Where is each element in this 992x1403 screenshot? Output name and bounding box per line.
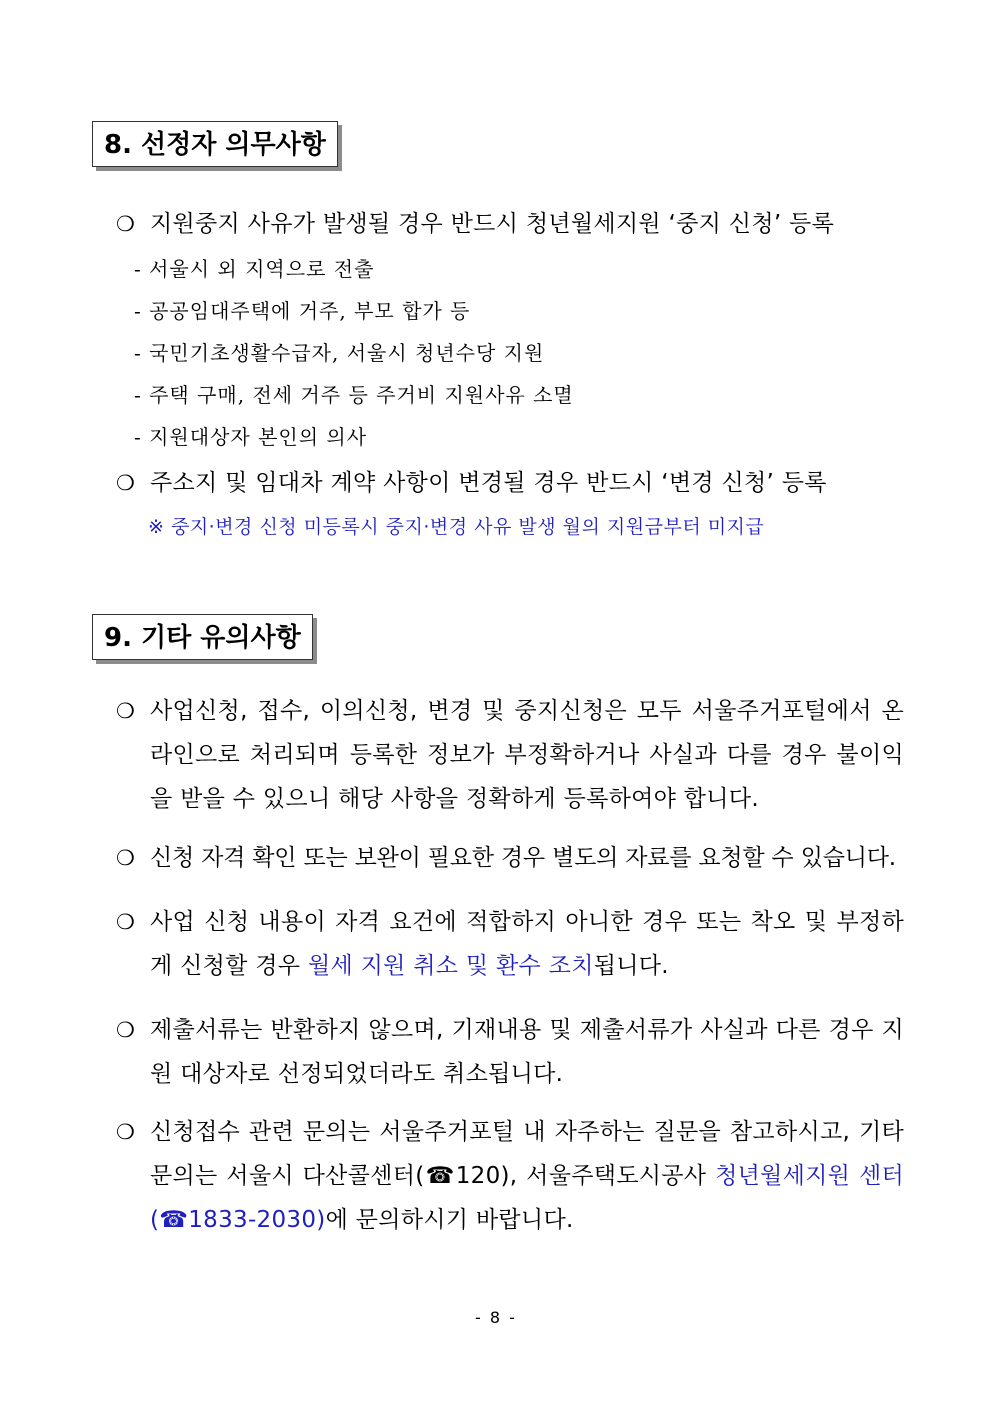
circle-bullet-icon: ❍ [116, 699, 136, 723]
note-cancellation-text: 사업 신청 내용이 자격 요건에 적합하지 아니한 경우 또는 착오 및 부정하게 신청할 경우 월세 지원 취소 및 환수 조치됩니다. [150, 909, 904, 979]
sub-item-own-will: - 지원대상자 본인의 의사 [134, 425, 368, 449]
sub-item-relocation: - 서울시 외 지역으로 전출 [134, 257, 375, 281]
sub-item-public-housing: - 공공임대주택에 거주, 부모 합가 등 [134, 299, 471, 323]
cancellation-highlight: 월세 지원 취소 및 환수 조치 [307, 953, 594, 979]
note-inquiries [116, 1110, 904, 1242]
note-document-request-text: 신청 자격 확인 또는 보완이 필요한 경우 별도의 자료를 요청할 수 있습니다. [150, 845, 896, 871]
note-documents-not-returned [116, 1008, 904, 1096]
circle-bullet-icon: ❍ [116, 471, 136, 495]
note-online-processing [116, 689, 904, 821]
obligation-stop-text: 지원중지 사유가 발생될 경우 반드시 청년월세지원 ‘중지 신청’ 등록 [150, 211, 835, 237]
obligation-change-bullet [116, 461, 904, 505]
note-cancellation [116, 900, 904, 988]
note-documents-not-returned-text: 제출서류는 반환하지 않으며, 기재내용 및 제출서류가 사실과 다른 경우 지원 대상자로 선정되었더라도 취소됩니다. [150, 1017, 904, 1087]
youth-rent-support-center: 청년월세지원 센터(☎1833-2030) [150, 1163, 904, 1233]
note-document-request [116, 836, 904, 880]
page-number: - 8 - [475, 1308, 517, 1327]
section-9-heading: 9. 기타 유의사항 [92, 614, 313, 660]
note-inquiries-text: 신청접수 관련 문의는 서울주거포털 내 자주하는 질문을 참고하시고, 기타 문의는 서울시 다산콜센터(☎120), 서울주택도시공사 청년월세지원 센터(☎1833-2030)에 문의하시기 바랍니다. [150, 1119, 904, 1233]
section-8-heading: 8. 선정자 의무사항 [92, 121, 338, 167]
non-registration-note: ※ 중지·변경 신청 미등록시 중지·변경 사유 발생 월의 지원금부터 미지급 [148, 516, 765, 538]
circle-bullet-icon: ❍ [116, 1018, 136, 1042]
obligation-stop-bullet [116, 202, 904, 246]
circle-bullet-icon: ❍ [116, 910, 136, 934]
circle-bullet-icon: ❍ [116, 1120, 136, 1144]
obligation-change-text: 주소지 및 임대차 계약 사항이 변경될 경우 반드시 ‘변경 신청’ 등록 [150, 470, 827, 496]
note-online-processing-text: 사업신청, 접수, 이의신청, 변경 및 중지신청은 모두 서울주거포털에서 온라인으로 처리되며 등록한 정보가 부정확하거나 사실과 다를 경우 불이익을 받을 수 있으니 해당 사항을 정확하게 등록하여야 합니다. [150, 698, 904, 812]
circle-bullet-icon: ❍ [116, 212, 136, 236]
sub-item-housing-purchase: - 주택 구매, 전세 거주 등 주거비 지원사유 소멸 [134, 383, 574, 407]
sub-item-basic-livelihood: - 국민기초생활수급자, 서울시 청년수당 지원 [134, 341, 545, 365]
circle-bullet-icon: ❍ [116, 846, 136, 870]
